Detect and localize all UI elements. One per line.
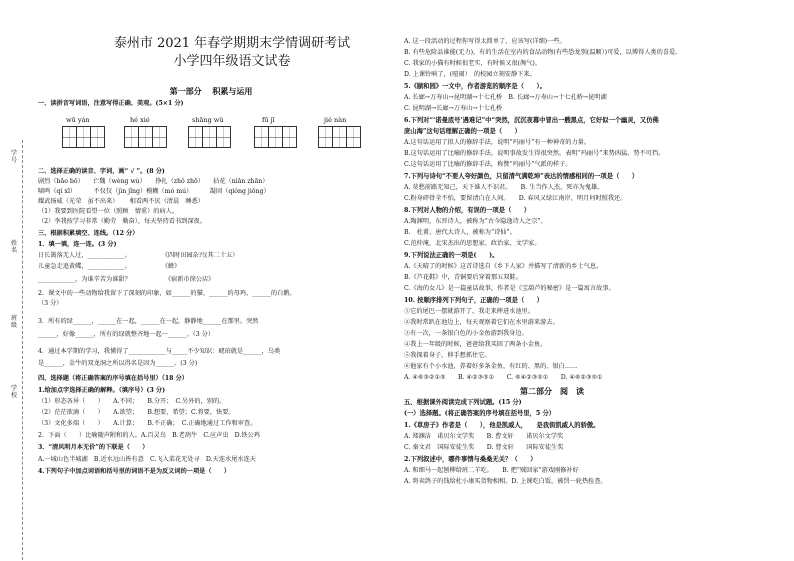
right-question: 7.下列与诗句“不要人夸好颜色，只留清气满乾坤”表达的情感相同的一项是（ ） (404, 173, 639, 180)
q4-line: 2．下面（ ）比喻随声附和的人。A.百灵鸟 B.老鸹牛 C.应声虫 D.铁公鸡 (38, 432, 260, 439)
q4-line: （2）茫茫欲滴（ ） A.欲望； B.想要，希望；C.将要，快要。 (38, 409, 235, 416)
pinyin-1: wū yán (66, 116, 90, 124)
q4-line: （1）形态各异（ ） A.不同； B.分开； C.另外的，别的。 (38, 398, 226, 405)
right-line: C. 我家的小猫有时候很老实，有时候又很(淘气)。 (404, 60, 542, 67)
q4-1-heading: 1.给加点字选择正确的解释。（填序号）(3 分) (38, 387, 166, 394)
right-line: ⑥他家有个小水池，养着好多条金鱼，有红的、黑的、银白…… (404, 363, 578, 370)
q3-line: 4．通过本学期的学习，我懂得了____________与_____不少知识：琥珀就是______，乌类 (38, 348, 281, 355)
side-label-school: 学校 (10, 385, 17, 399)
answer-boxes-4[interactable] (254, 126, 296, 146)
q3-line: 3．所有的绿______，______在一起，______在一起，静静地______在那里。突然 (38, 318, 259, 325)
right-column (400, 0, 788, 561)
right-line: A.《天晴了的时候》这首诗选自《乡下人家》并描写了清新的乡土气息。 (404, 263, 603, 270)
right-question: 五、根据课外阅读完成下列试题。(15 分) (404, 399, 522, 406)
answer-boxes-1[interactable] (62, 126, 104, 146)
right-question: 6.下列对“‘诺曼底号’遇难记”中“突然，沉沉夜幕中冒出一艘黑点，它好似一个幽灵，又仿佛 (404, 117, 659, 124)
binding-dashed-line (22, 140, 23, 560)
right-question: 10. 按顺序排列下列句子，正确的一项是（ ） (404, 297, 544, 304)
pinyin-3: shāng wǔ (192, 116, 224, 124)
exam-title: 泰州市 2021 年春学期期末学情调研考试 (113, 36, 351, 51)
q3-line: 儿童急走追黄蝶，____________。 《蜂》 (38, 263, 181, 270)
q3-line: 是______，金牛的双龙洞之所以得名是因为______。(3 分) (38, 360, 198, 367)
q3-line: ____________，为谁辛苦为谁甜？ 《宿新市徐公店》 (38, 276, 215, 283)
right-question: 8.下列对人物的介绍，有误的一项是（ ） (404, 207, 531, 214)
q2-line: 啸鸣（qí xī） 不仅仅（jìn jǐng）模糊（mó mú） 凝固（qióng jiǒng） (38, 188, 270, 195)
right-line: A. 莫愁前路无知己，天下谁人不识君。 B. 生当作人杰，死亦为鬼雄。 (404, 184, 604, 191)
binding-margin (4, 140, 24, 560)
right-line: C. 秦文君 国际安徒生奖 D. 曹文轩 国际安徒生奖 (404, 444, 564, 451)
pinyin-5: jié nàn (324, 116, 347, 124)
q3-line: 2．课文中的一些动物给我留下了深刻的印象，如______的猫、______的母鸡、______的白鹅。 (38, 290, 296, 297)
q4-3-heading: 3．“清风明月本无价”的下联是（ ） (38, 444, 149, 451)
right-line: B. 有些危险品谁能(无力)，有的生活在室内的食品动物(有些恐龙别(温顺）)可爱，以博得人类的喜爱。 (404, 49, 682, 56)
right-line: C.这句话运用了比喻的修辞手法，称赞“玛丽号”气派的样子。 (404, 161, 572, 168)
q2-line: 剧烈（bǎo bō） 亡魏（wèng wù） 挣扎（zhǒ zhō） 拈花（niān zhān） (38, 178, 269, 185)
right-line: A. 将卖鸽子的钱给杜小康买货物相相。D. 上课吃白饭，被罚一轮热拴查。 (404, 478, 607, 485)
q2-heading: 二、选择正确的读音、字词，画“ √ ”。(8 分) (38, 168, 165, 175)
q3-line: （3 分） (38, 300, 63, 307)
right-question: 9.下列说法正确的一项是( )。 (404, 252, 499, 259)
right-line: ①它的尾巴一摆就游开了，我走来摔进水池里。 (404, 308, 534, 315)
side-label-name: 姓名 (10, 240, 17, 254)
right-line: A. 和细马一起刨柳给班二羊吃。 B. 把“贼回家”游戏刚修补好 (404, 467, 579, 474)
q3-heading: 三、根据积累填空、连线。（12 分） (38, 230, 139, 237)
right-line: A. 长廊→万寿山→昆明湖→十七孔桥 B. 长廊→万寿山→十七孔桥→昆明湖 (404, 94, 607, 101)
writing-grid (62, 126, 390, 148)
q4-4-heading: 4.下列句子中加点词语和括号里的词语不是为反义词的一项是（ ） (38, 468, 231, 475)
exam-subtitle: 小学四年级语文试卷 (173, 54, 291, 69)
right-line: A. ④⑥③②①⑤ B. ④②③⑤① C. ⑥④②③⑤① D. ④⑥②③⑤① (404, 374, 603, 381)
right-question: 1.《草房子》作者是（ ），他是凯威人， 是我街凯威人的骄傲。 (404, 422, 600, 429)
right-line: ②我时常趴在池边上，每天观察着它们在水里游来游去。 (404, 319, 559, 326)
pinyin-row (62, 116, 390, 124)
right-line: C.粉身碎骨全不怕，要留清白在人间。 D. 春风又绿江南岸，明月何时照我还。 (404, 195, 627, 202)
right-line: ⑤我探着身子，伸手想抓住它。 (404, 352, 491, 359)
q2-line: （1）我要到医院看望一位（照顾 情重）的病人。 (38, 208, 179, 215)
pinyin-2: hé xié (130, 116, 150, 124)
side-label-class: 班级 (10, 315, 17, 329)
right-line: ④我上一年级的时候，爸爸给我买回了两条小金鱼。 (404, 341, 547, 348)
q1-heading: 一、读拼音写词语，注意写得正确、美观。(5×1 分) (38, 100, 184, 107)
pinyin-4: fū jī (262, 116, 275, 124)
right-line: B.这句话运用了比喻的修辞手法，说明事故发生得很突然，表明“玛丽号”来势凶猛、势不可挡。 (404, 150, 665, 157)
right-question: 庞山海”这句话理解正确的一项是（ ） (404, 128, 521, 135)
q3-1-heading: 1．填一填，连一连。(3 分) (38, 241, 117, 248)
right-question: 2.下列叙述中，哪件事情与桑桑无关？（ ） (404, 456, 537, 463)
right-line: C.范仲淹，北宋杰出的思想家、政治家、文学家。 (404, 240, 541, 247)
left-column (32, 0, 390, 561)
q3-line: 日长篱落无人过，____________。 《四时田园杂兴(其二十五） (38, 252, 239, 259)
part1-heading: 第一部分 积累与运用 (169, 86, 253, 96)
right-line: C.《海的女儿》是一篇童话故事，作者是《宝葫芦的秘密》是一篇寓言故事。 (404, 285, 615, 292)
side-label-id: 学号 (10, 150, 17, 164)
right-line: A.陶渊明，东晋诗人，被称为“古今隐逸诗人之宗”。 (404, 218, 547, 225)
right-question: 5.《颐和园》一文中，作者游览的顺序是（ ）。 (404, 83, 546, 90)
right-question: (一）选择题。(将正确答案的序号填在括号里，5 分） (404, 410, 556, 417)
q4-line: （3）文化多端（ ） A.计算； B.不正确； C.正确地通过工作和审查。 (38, 420, 257, 427)
q4-line: A.一城山色半城湖 B.近水远山皆有意 C.飞入菜花无处寻 D.天连水尾水连天 (38, 456, 256, 463)
right-line: B. 杜甫，唐代大诗人，被称为“诗仙”。 (404, 229, 516, 236)
answer-boxes-5[interactable] (318, 126, 360, 146)
q4-heading: 四、选择题（将正确答案的序号填在括号里）（18 分） (38, 375, 188, 382)
right-line: C. 昆明湖→长廊→万寿山→十七孔桥 (404, 105, 503, 112)
answer-boxes-2[interactable] (124, 126, 166, 146)
right-line: A. 这一段活动的过程你写得太简单了，应该写(详细)一些。 (404, 38, 566, 45)
q3-line: ______，好像______，所有的绿就整齐地一起一______。（3 分） (38, 331, 215, 338)
right-line: A. 郑渊洁 诺贝尔文学奖 B. 曹文轩 诺贝尔文学奖 (404, 433, 564, 440)
q2-line: 耀武扬威（光荣 虽不出来） 相看两不厌（清晨 睡悉） (38, 198, 204, 205)
q2-line: （2）李我按学习非常（勤劳 勤奋），每天坚持看书到深夜。 (38, 218, 206, 225)
right-line: A.这句话运用了拟人的修辞手法，说明“玛丽号”有一种神奇的力量。 (404, 139, 591, 146)
right-line: D. 上课铃响了，(喧闹） 的校园立刻安静下来。 (404, 71, 536, 78)
answer-boxes-3[interactable] (188, 126, 230, 146)
right-line: ③有一次，一条银白色的小金鱼游到我身边。 (404, 330, 528, 337)
part2-heading: 第二部分 阅 读 (520, 386, 584, 396)
right-line: B.《芦花鞋》中，青铜要后穿着那五双鞋。 (404, 274, 522, 281)
